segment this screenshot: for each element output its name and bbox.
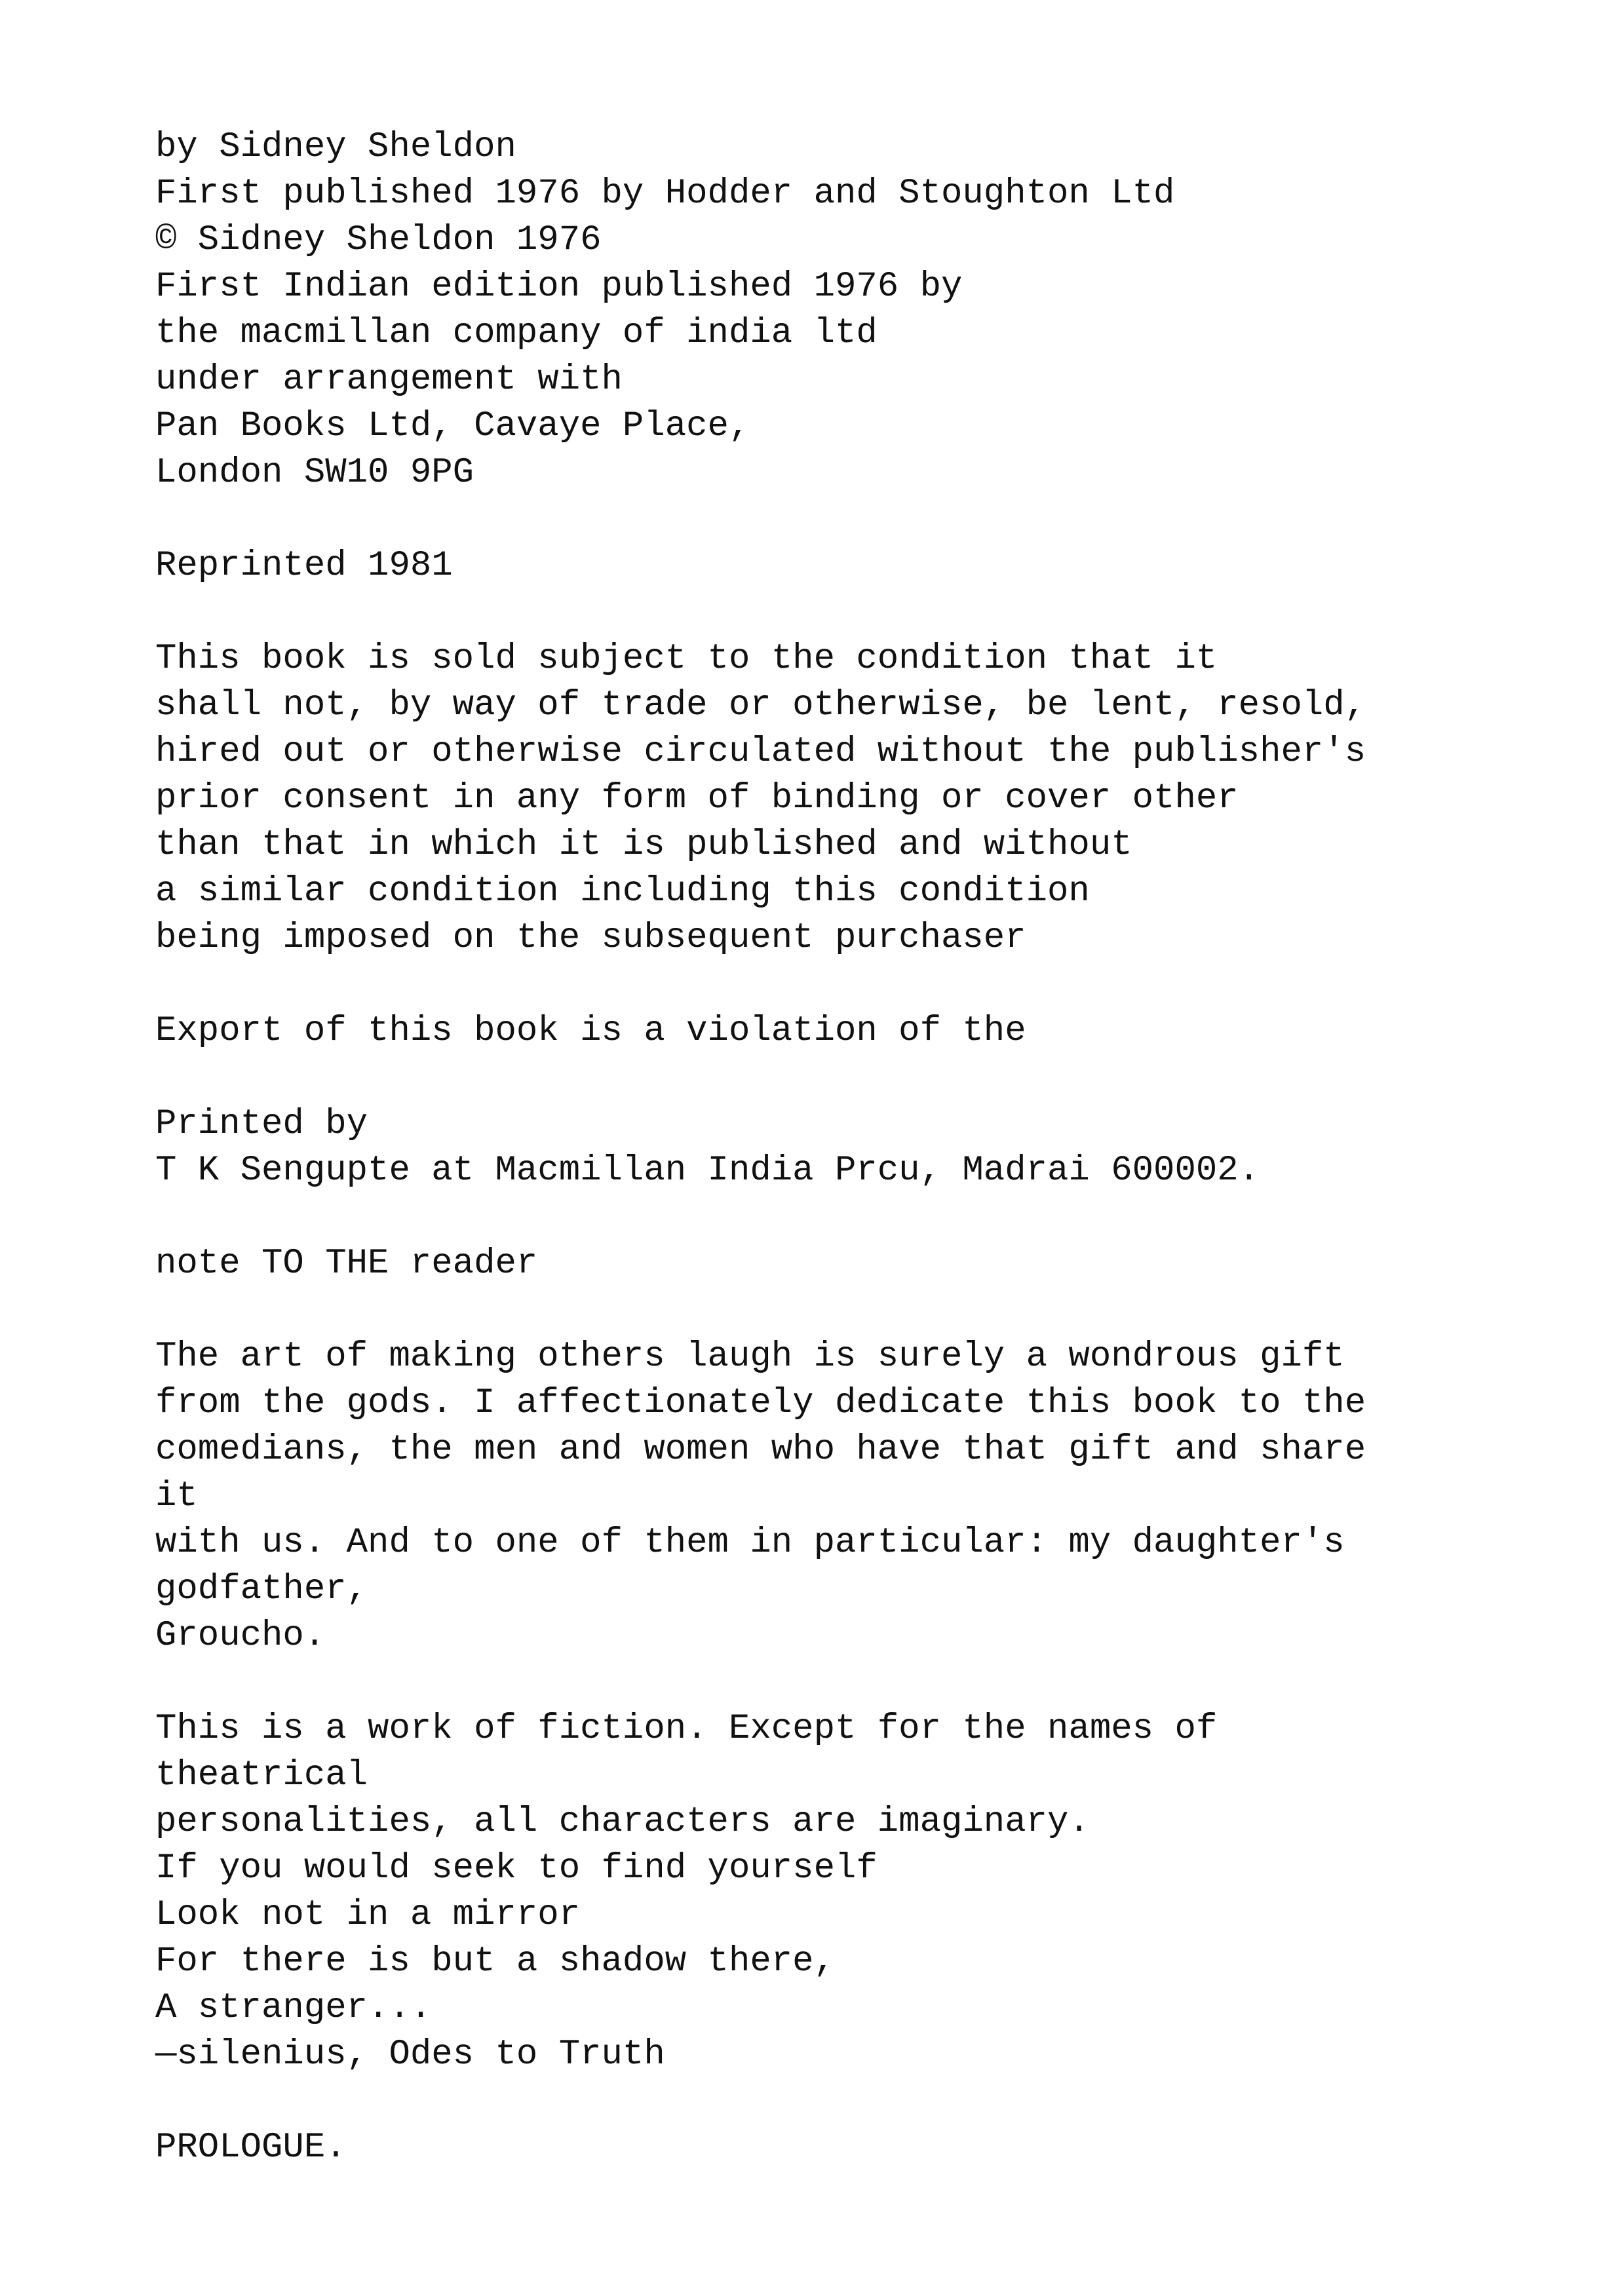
condition-line: than that in which it is published and without [155,825,1132,865]
epigraph-attribution: —silenius, Odes to Truth [155,2035,665,2075]
dedication-line: it [155,1476,198,1516]
prologue-heading: PROLOGUE. [155,2128,347,2168]
fiction-notice-line: theatrical [155,1755,368,1795]
copyright-line: © Sidney Sheldon 1976 [155,220,602,260]
export-line: Export of this book is a violation of the [155,1011,1026,1051]
epigraph-line: For there is but a shadow there, [155,1942,835,1981]
first-published-line: First published 1976 by Hodder and Stoughton Ltd [155,174,1175,214]
note-heading: note TO THE reader [155,1244,538,1284]
dedication-line: from the gods. I affectionately dedicate this book to the [155,1383,1366,1423]
dedication-line: The art of making others laugh is surely a wondrous gift [155,1337,1345,1377]
epigraph-line: Look not in a mirror [155,1895,581,1935]
epigraph-line: A stranger... [155,1988,432,2028]
condition-line: This book is sold subject to the condition that it [155,639,1218,679]
publisher-address-line: London SW10 9PG [155,453,474,493]
fiction-notice-line: personalities, all characters are imaginary. [155,1802,1090,1842]
printed-by-label: Printed by [155,1104,368,1144]
publisher-address-line: Pan Books Ltd, Cavaye Place, [155,406,750,446]
condition-line: hired out or otherwise circulated without the publisher's [155,732,1366,772]
dedication-line: comedians, the men and women who have that gift and share [155,1430,1366,1470]
condition-line: a similar condition including this condition [155,871,1090,911]
reprinted-line: Reprinted 1981 [155,546,453,586]
indian-edition-line: the macmillan company of india ltd [155,313,878,353]
condition-line: prior consent in any form of binding or cover other [155,778,1239,818]
epigraph-line: If you would seek to find yourself [155,1848,878,1888]
dedication-line: with us. And to one of them in particular: my daughter's [155,1523,1345,1563]
dedication-line: godfather, [155,1569,368,1609]
dedication-line: Groucho. [155,1616,326,1656]
printer-detail: T K Sengupte at Macmillan India Prcu, Madrai 600002. [155,1151,1260,1191]
arrangement-line: under arrangement with [155,360,623,400]
condition-line: being imposed on the subsequent purchaser [155,918,1026,958]
condition-line: shall not, by way of trade or otherwise, be lent, resold, [155,685,1366,725]
indian-edition-line: First Indian edition published 1976 by [155,267,963,307]
author-line: by Sidney Sheldon [155,127,516,167]
fiction-notice-line: This is a work of fiction. Except for the names of [155,1709,1218,1749]
